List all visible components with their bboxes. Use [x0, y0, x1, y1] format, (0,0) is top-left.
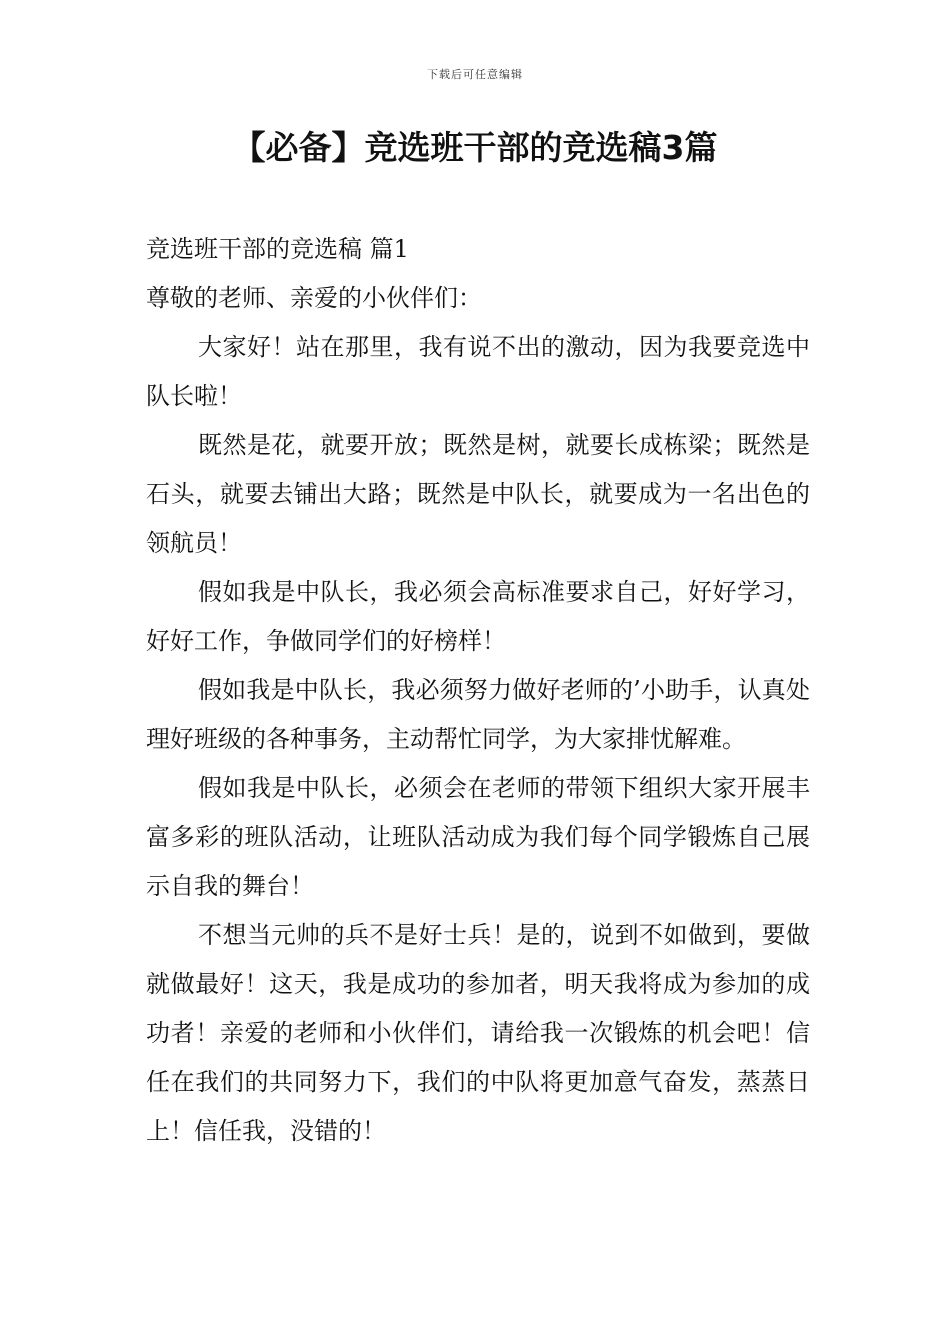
paragraph-closing: 不想当元帅的兵不是好士兵！是的，说到不如做到，要做就做最好！这天，我是成功的参加者，明天我将成为参加的成功者！亲爱的老师和小伙伴们，请给我一次锻炼的机会吧！信任在我们的共同努力下，我们的中队将更加意气奋发，蒸蒸日上！信任我，没错的！: [146, 921, 810, 1145]
paragraph-greeting: 大家好！站在那里，我有说不出的激动，因为我要竞选中队长啦！: [146, 333, 810, 410]
paragraph-helper: 假如我是中队长，我必须努力做好老师的’小助手，认真处理好班级的各种事务，主动帮忙同学，为大家排忧解难。: [146, 676, 810, 753]
paragraph-metaphor: 既然是花，就要开放；既然是树，就要长成栋梁；既然是石头，就要去铺出大路；既然是中队长，就要成为一名出色的领航员！: [146, 431, 810, 557]
document-body: [146, 225, 810, 1156]
paragraph-role-model: 假如我是中队长，我必须会高标准要求自己，好好学习，好好工作，争做同学们的好榜样！: [146, 578, 810, 655]
paragraph-activities: 假如我是中队长，必须会在老师的带领下组织大家开展丰富多彩的班队活动，让班队活动成为我们每个同学锻炼自己展示自我的舞台！: [146, 774, 810, 900]
section-heading: 竞选班干部的竞选稿 篇1: [146, 235, 409, 263]
page-header-note: 下载后可任意编辑: [427, 68, 523, 81]
salutation: 尊敬的老师、亲爱的小伙伴们：: [146, 284, 482, 312]
document-title: 【必备】竞选班干部的竞选稿3篇: [232, 128, 718, 167]
